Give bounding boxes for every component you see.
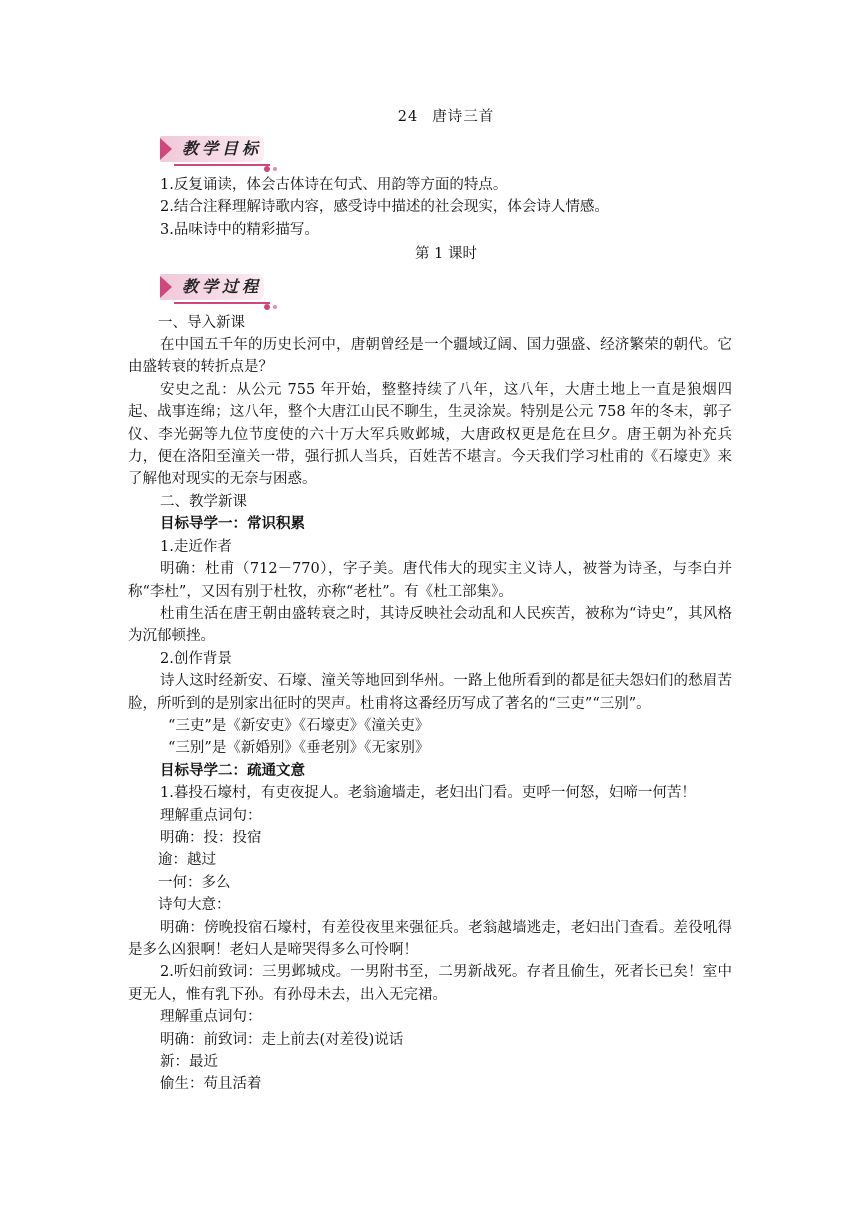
goal-item: 2.结合注释理解诗歌内容，感受诗中描述的社会现实，体会诗人情感。 (160, 199, 609, 216)
banner-underline (174, 302, 270, 304)
part1-heading: 一、导入新课 (158, 314, 245, 331)
stanza1-key-item: 明确：投：投宿 (160, 829, 262, 846)
stanza1-meaning-heading: 诗句大意： (158, 897, 231, 914)
three-officials: “三吏”是《新安吏》《石壕吏》《潼关吏》 (168, 717, 430, 734)
part2-heading: 二、教学新课 (160, 493, 247, 510)
goals-banner-label: 教学目标 (182, 139, 263, 158)
goals-banner (160, 134, 732, 168)
goal1-heading: 目标导学一：常识积累 (160, 516, 305, 533)
document-body (128, 104, 732, 1096)
stanza1-key-item: 一何：多么 (158, 874, 231, 891)
stanza1-meaning: 明确：傍晚投宿石壕村，有差役夜里来强征兵。老翁越墙逃走，老妇出门查看。差役吼得是多么凶狠啊！老妇人是啼哭得多么可怜啊！ (128, 919, 732, 958)
background-paragraph: 诗人这时经新安、石壕、潼关等地回到华州。一路上他所看到的都是征夫怨妇们的愁眉苦脸，所听到的是别家出征时的哭声。杜甫将这番经历写成了著名的“三吏”“三别”。 (128, 673, 732, 712)
session-label: 第 1 课时 (415, 246, 477, 263)
banner-dots-icon (264, 298, 280, 314)
banner-tab-icon (160, 276, 172, 298)
stanza2-key-heading: 理解重点词句： (160, 1009, 262, 1026)
stanza1-key-heading: 理解重点词句： (160, 807, 262, 824)
lesson-title: 唐诗三首 (432, 109, 495, 125)
process-banner (160, 272, 732, 306)
stanza1-key-item: 逾：越过 (158, 852, 216, 869)
stanza-1: 1.暮投石壕村，有吏夜捉人。老翁逾墙走，老妇出门看。吏呼一何怒，妇啼一何苦！ (160, 785, 696, 802)
lesson-number: 24 (397, 109, 419, 125)
goal2-heading: 目标导学二：疏通文意 (160, 762, 305, 779)
intro-paragraph: 在中国五千年的历史长河中，唐朝曾经是一个疆域辽阔、国力强盛、经济繁荣的朝代。它由盛转衰的转折点是？ (128, 337, 732, 376)
banner-tab-icon (160, 138, 172, 160)
intro-paragraph: 安史之乱：从公元 755 年开始，整整持续了八年，这八年，大唐土地上一直是狼烟四起、战事连绵；这八年，整个大唐江山民不聊生，生灵涂炭。特别是公元 758 年的冬末，郭子仪、李光弼等九位节度使的六十万大军兵败邺城，大唐政权更是危在旦夕。唐王朝为补充兵力，便在洛阳至潼关一带，强行抓人当兵，百姓苦不堪言。今天我们学习杜甫的《石壕吏》来了解他对现实的无奈与困惑。 (128, 381, 732, 488)
author-heading: 1.走近作者 (160, 538, 232, 555)
goal-item: 1.反复诵读，体会古体诗在句式、用韵等方面的特点。 (160, 177, 508, 193)
stanza2-key-item: 明确：前致词：走上前去(对差役)说话 (160, 1031, 404, 1048)
author-paragraph: 明确：杜甫（712－770），字子美。唐代伟大的现实主义诗人，被誉为诗圣，与李白并称“李杜”，又因有别于杜牧，亦称“老杜”。有《杜工部集》。 (128, 561, 732, 600)
page-title (160, 104, 732, 130)
author-paragraph: 杜甫生活在唐王朝由盛转衰之时，其诗反映社会动乱和人民疾苦，被称为“诗史”，其风格为沉郁顿挫。 (128, 605, 732, 645)
banner-underline (174, 164, 270, 166)
three-partings: “三别”是《新婚别》《垂老别》《无家别》 (168, 740, 430, 757)
stanza2-key-item: 偷生：苟且活着 (160, 1076, 262, 1093)
process-banner-label: 教学过程 (182, 276, 263, 296)
goal-item: 3.品味诗中的精彩描写。 (160, 221, 319, 238)
stanza2-key-item: 新：最近 (160, 1054, 218, 1071)
background-heading: 2.创作背景 (160, 650, 232, 667)
stanza-2: 2.听妇前致词：三男邺城戍。一男附书至，二男新战死。存者且偷生，死者长已矣！室中更无人，惟有乳下孙。有孙母未去，出入无完裙。 (128, 964, 732, 1003)
banner-dots-icon (264, 160, 280, 176)
